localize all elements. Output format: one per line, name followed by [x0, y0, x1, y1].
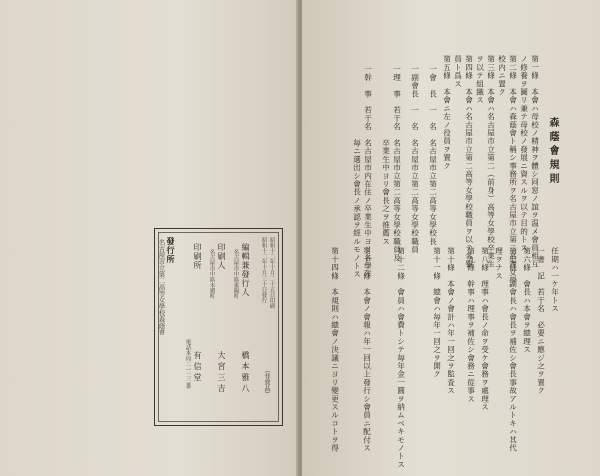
rule-column: 第十條 本會ノ會計ハ年一回之ヲ監査ス	[446, 247, 456, 395]
editor-label: 編輯兼發行人	[241, 243, 250, 297]
rule-column: 任期ハ一ケ年トス	[550, 247, 560, 313]
officer-column: 毎ニ選出シ會長ノ承認ヲ經ルモノトス	[352, 65, 362, 279]
rule-column: 第五條 本會ニ左ノ役員ヲ置ク	[442, 55, 452, 170]
rule-column: ヲ以テ組織ス	[475, 55, 485, 105]
press-label: 印刷所	[193, 243, 202, 270]
editor-address: 名古屋市中區東陽町	[232, 249, 239, 299]
officer-column: 一會 長 一 名 名古屋市立第二高等女學校長	[428, 65, 438, 246]
press-address: 電話本局二一二三番	[184, 339, 191, 389]
rule-column: 第十四條 本規則ハ總會ノ決議ニヨリ變更スルコトヲ得	[330, 247, 340, 452]
publish-date: 昭和十二年十月三十日發行	[260, 237, 267, 303]
rule-column: 第六條 會長ハ本會ヲ總理ス	[522, 247, 532, 354]
print-date: 昭和十二年十月二十五日印刷	[268, 237, 275, 309]
rule-column: 一書 記 若干名 必要ニ應ジ之ヲ置ク	[536, 247, 546, 395]
rule-column: 第七條 副會長ハ會長ヲ補佐シ會長事故アルトキハ其代	[508, 247, 518, 452]
price-note: （非賣品）	[263, 367, 270, 397]
printer-name: 大宮三吉	[217, 351, 226, 395]
rule-column: 第二條 本會ハ森蔭會ト稱シ事務所ヲ名古屋市立第二高等女學	[508, 55, 518, 285]
rule-column: 第十一條 總會ハ毎年一回之ヲ開ク	[432, 247, 442, 379]
rule-column: 第一條 本會ハ母校ノ精神ヲ體シ同窓ノ誼ヲ温メ會員相互	[530, 55, 540, 269]
rule-column: 理ヲナス	[494, 247, 504, 280]
rule-column: 第十三條 本會ノ會報ハ年一回以上發行シ會員ニ配付ス	[362, 247, 372, 452]
regulations-text	[325, 51, 573, 469]
officer-column: 卒業生中ヨリ會長之ヲ推薦ス	[381, 65, 391, 246]
rule-column: ノ修養ヲ圖リ兼テ母校ノ發展ニ資スルヲ以テ目的トス	[519, 55, 529, 252]
press-name: 有信堂	[193, 351, 202, 384]
rule-column: 第四條 本會ハ名古屋市立第二高等女學校職員ヲ以テ名譽	[464, 55, 474, 269]
rule-column: 第九條 幹事ハ理事ヲ補佐シ會務ニ從事ス	[466, 247, 476, 403]
rule-column: 校内ニ置ク	[497, 55, 507, 96]
rule-column: 第十二條 會員ハ會費トシテ毎年金一圓ヲ納ムベキモノトス	[396, 247, 406, 469]
officer-column: 一理 事 若干名 名古屋市立第二高等女學校職員及	[392, 65, 402, 262]
rule-column: 第三條 本會ハ名古屋市立第二（前身）高等女學校卒業生	[486, 55, 496, 269]
publisher-name: 名古屋市立第二高等女學校森蔭會	[157, 239, 166, 335]
colophon-box	[154, 228, 283, 426]
regulations-title: 森蔭會規則	[547, 117, 558, 187]
editor-name: 橋本雅八	[241, 351, 250, 395]
printer-label: 印刷人	[217, 243, 226, 270]
officer-column: 一副會長 一 名 名古屋市立第二高等女學校職員	[410, 65, 420, 254]
rule-column: 第八條 理事ハ會長ノ命ヲ受ケ會務ヲ處理ス	[480, 247, 490, 411]
publisher-label: 發行所	[166, 237, 176, 264]
printer-address: 名古屋市中區末廣町	[208, 249, 215, 299]
rule-column: 員ト爲ス	[453, 55, 463, 88]
officer-column: 一幹 事 若干名 名古屋市内在住ノ卒業生中ヨリ各學年	[363, 65, 373, 279]
